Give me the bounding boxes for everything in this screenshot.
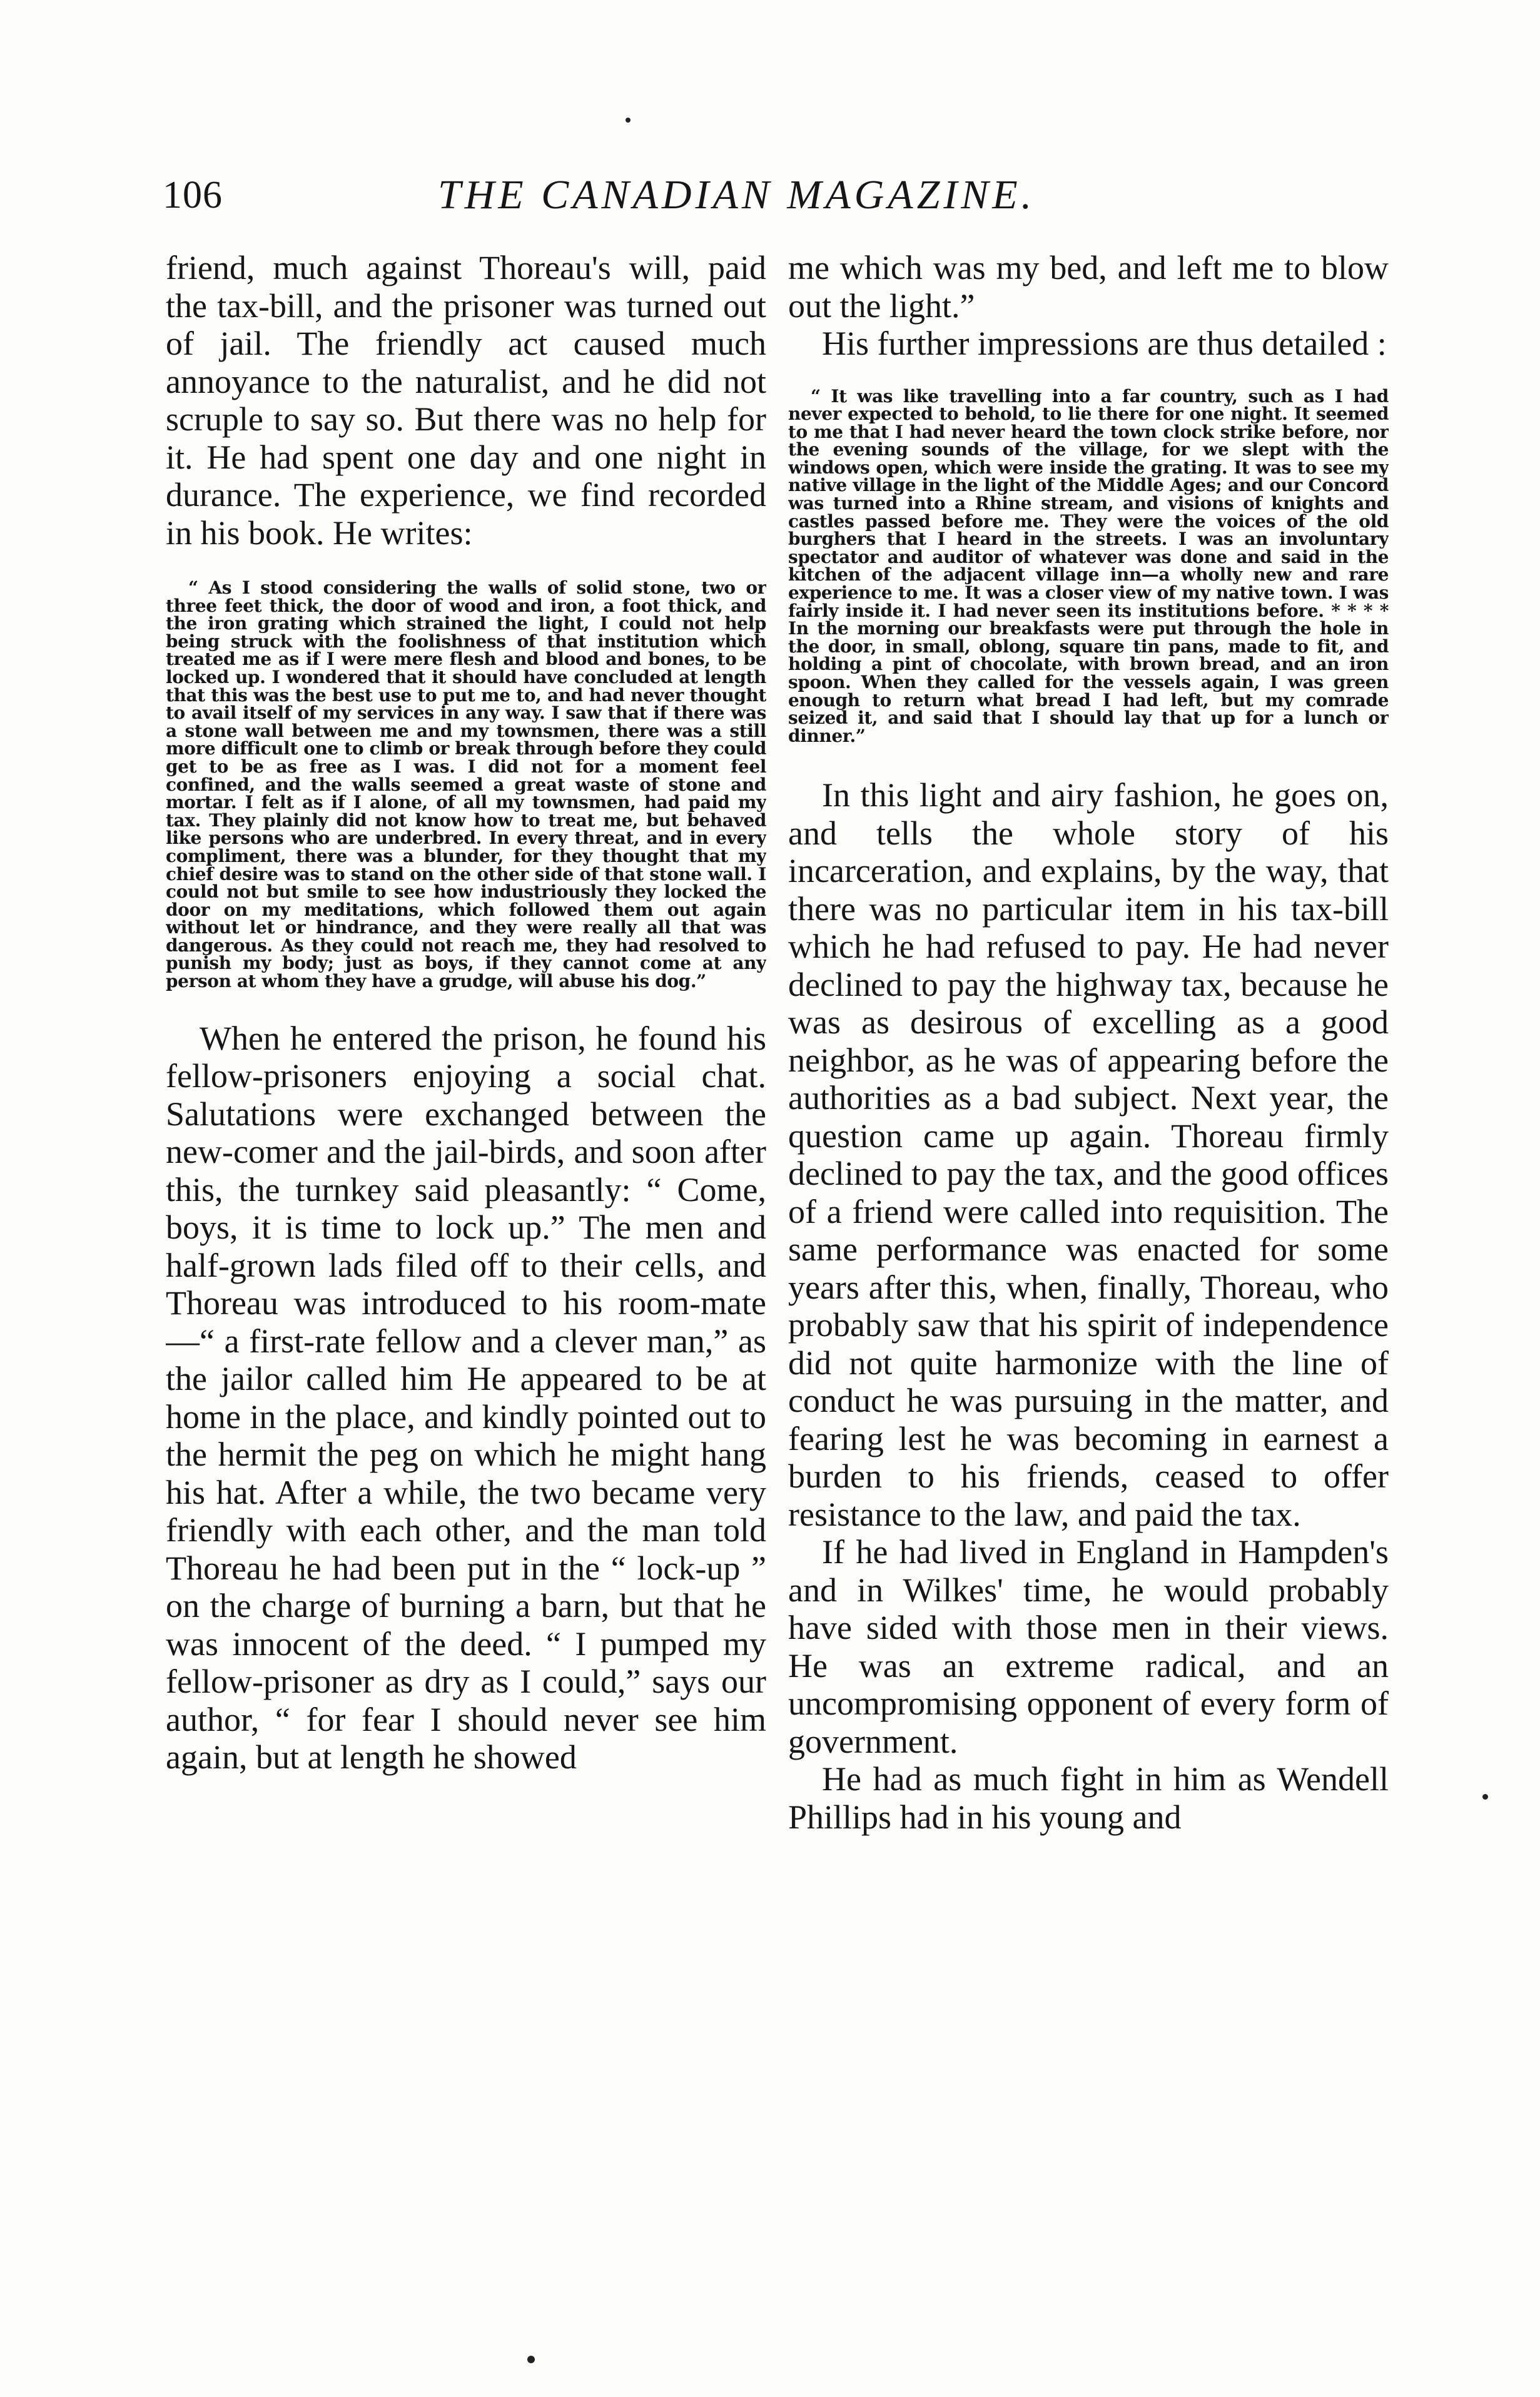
left-column <box>166 249 766 2276</box>
block-quote: “ As I stood considering the walls of solid stone, two or three feet thick, the door of wood and iron, a foot thick, and the iron grating which strained the light, I could not help being struck with the foolishness of that institution which treated me as if I were mere flesh and blood and bones, to be locked up. I wondered that it should have concluded at length that this was the best use to put me to, and had never thought to avail itself of my services in any way. I saw that if there was a stone wall between me and my townsmen, there was a still more difficult one to climb or break through before they could get to be as free as I was. I did not for a moment feel confined, and the walls seemed a great waste of stone and mortar. I felt as if I alone, of all my townsmen, had paid my tax. They plainly did not know how to treat me, but behaved like persons who are underbred. In every threat, and in every compliment, there was a blunder, for they thought that my chief desire was to stand on the other side of that stone wall. I could not but smile to see how industriously they locked the door on my meditations, which followed them out again without let or hindrance, and they were really all that was dangerous. As they could not reach me, they had resolved to punish my body; just as boys, if they cannot come at any person at whom they have a grudge, will abuse his dog.” <box>166 577 766 992</box>
block-quote: “ It was like travelling into a far country, such as I had never expected to behold, to lie there for one night. It seemed to me that I had never heard the town clock strike before, nor the evening sounds of the village, for we slept with the windows open, which were inside the grating. It was to see my native village in the light of the Middle Ages; and our Concord was turned into a Rhine stream, and visions of knights and castles passed before me. They were the voices of the old burghers that I heard in the streets. I was an involuntary spectator and auditor of whatever was done and said in the kitchen of the adjacent village inn—a wholly new and rare experience to me. It was a closer view of my native town. I was fairly inside it. I had never seen its institutions before. * * * * In the morning our breakfasts were put through the hole in the door, in small, oblong, square tin pans, made to fit, and holding a pint of chocolate, with brown bread, and an iron spoon. When they called for the vessels again, I was green enough to return what bread I had left, but my comrade seized it, and said that I should lay that up for a lunch or dinner.” <box>788 385 1389 746</box>
print-speck <box>527 2356 535 2363</box>
paragraph: When he entered the prison, he found his fellow-prisoners enjoying a social chat. Salutations were exchanged between the new-comer and the jail-birds, and soon after this, the turnkey said pleasantly: “ Come, boys, it is time to lock up.” The men and half-grown lads filed off to their cells, and Thoreau was introduced to his room-mate—“ a first-rate fellow and a clever man,” as the jailor called him He appeared to be at home in the place, and kindly pointed out to the hermit the peg on which he might hang his hat. After a while, the two became very friendly with each other, and the man told Thoreau he had been put in the “ lock-up ” on the charge of burning a barn, but that he was innocent of the deed. “ I pumped my fellow-prisoner as dry as I could,” says our author, “ for fear I should never see him again, but at length he showed <box>166 1019 766 1776</box>
paragraph: friend, much against Thoreau's will, paid the tax-bill, and the prisoner was turned out of jail. The friendly act caused much annoyance to the naturalist, and he did not scruple to say so. But there was no help for it. He had spent one day and one night in durance. The experience, we find recorded in his book. He writes: <box>166 249 766 552</box>
right-column <box>788 249 1389 2276</box>
paragraph: He had as much fight in him as Wendell Phillips had in his young and <box>788 1760 1389 1836</box>
page-header <box>163 170 1389 226</box>
page-number: 106 <box>163 174 223 216</box>
print-speck <box>626 118 631 123</box>
paragraph: If he had lived in England in Hampden's and in Wilkes' time, he would probably have sided with those men in their views. He was an extreme radical, and an uncompromising opponent of every form of government. <box>788 1533 1389 1760</box>
paragraph: me which was my bed, and left me to blow out the light.” <box>788 249 1389 325</box>
paragraph: In this light and airy fashion, he goes on, and tells the whole story of his incarceration, and explains, by the way, that there was no particular item in his tax-bill which he had refused to pay. He had never declined to pay the highway tax, because he was as desirous of excelling as a good neighbor, as he was of appearing before the authorities as a bad subject. Next year, the question came up again. Thoreau firmly declined to pay the tax, and the good offices of a friend were called into requisition. The same performance was enacted for some years after this, when, finally, Thoreau, who probably saw that his spirit of independence did not quite harmonize with the line of conduct he was pursuing in the matter, and fearing lest he was becoming in earnest a burden to his friends, ceased to offer resistance to the law, and paid the tax. <box>788 776 1389 1533</box>
running-title: THE CANADIAN MAGAZINE. <box>438 172 1036 218</box>
print-speck <box>1482 1794 1488 1800</box>
paragraph: His further impressions are thus detailed : <box>822 325 1387 362</box>
